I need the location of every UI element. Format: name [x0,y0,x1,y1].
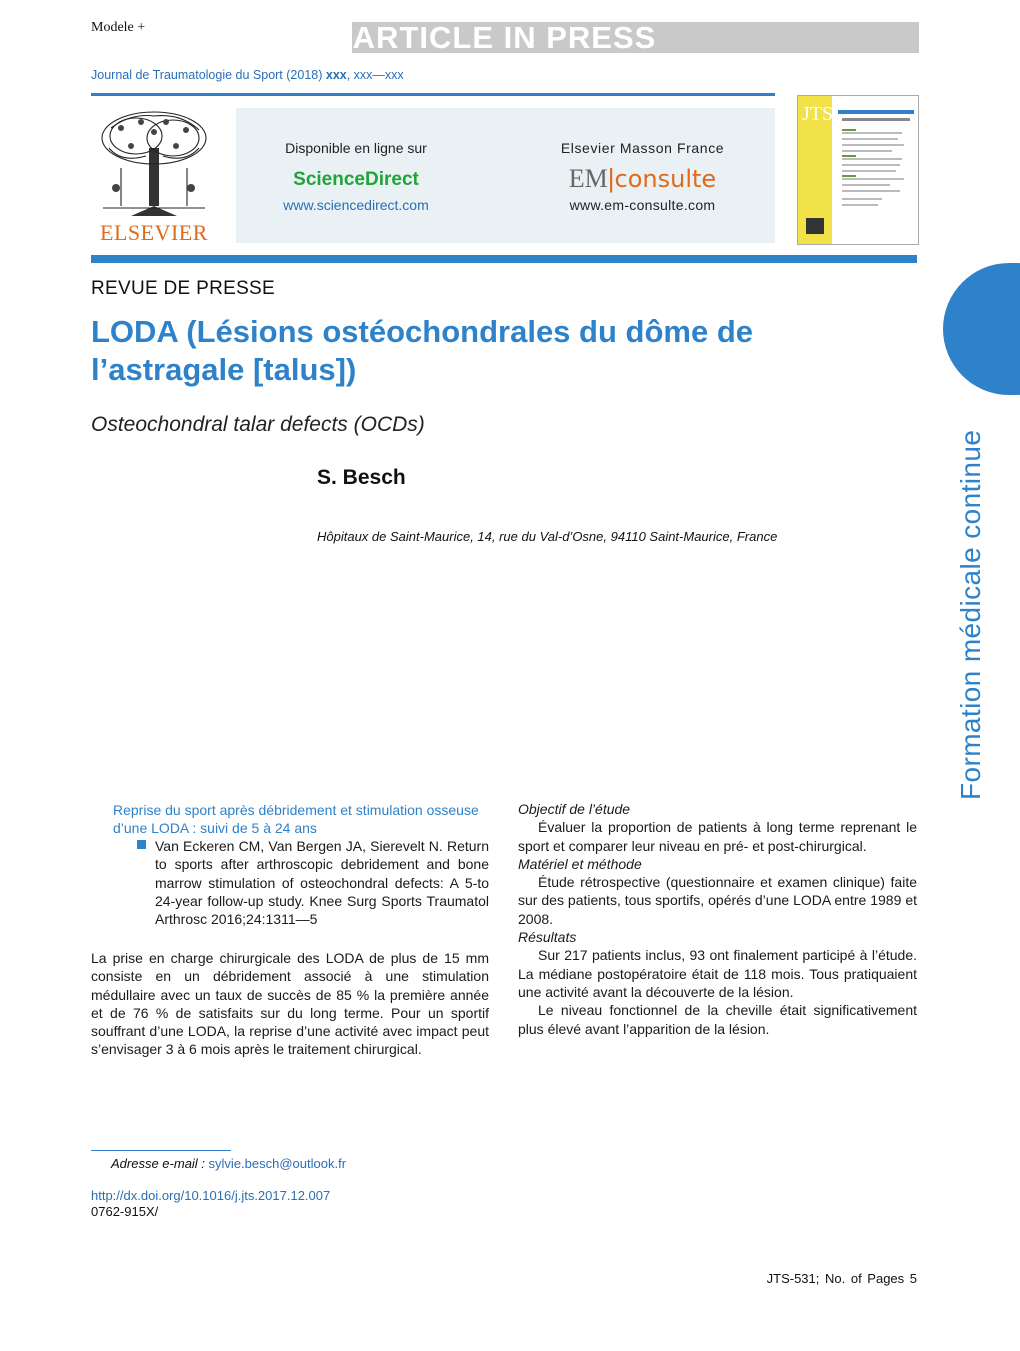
side-section-label: Formation médicale continue [955,429,986,800]
article-in-press-label: ARTICLE IN PRESS [352,20,657,55]
issn: 0762-915X/ [91,1204,159,1219]
em-consulte-logo[interactable]: EM|consulte [568,163,717,193]
em-logo-part: EM [568,164,608,193]
header-rule [91,93,775,96]
model-label: Modele + [91,20,146,35]
journal-citation [91,68,404,82]
email-link[interactable]: sylvie.besch@outlook.fr [208,1156,347,1171]
summary-column [518,800,917,1038]
article-title: LODA (Lésions ostéochondrales du dôme de l’astragale [talus]) [91,314,753,387]
article-id: JTS-531; [766,1271,820,1286]
methods-heading: Matériel et méthode [518,855,642,872]
results-text-2: Le niveau fonctionnel de la cheville était significativement plus élevé avant l’apparition de la lésion. [518,1002,917,1037]
journal-volume: xxx [325,68,347,82]
sciencedirect-logo[interactable]: ScienceDirect [293,169,419,190]
reference-heading: Reprise du sport après débridement et stimulation osseuse d’une LODA : suivi de 5 à 24 ans [113,802,479,836]
reference-citation: Van Eckeren CM, Van Bergen JA, Sierevelt N. Return to sports after arthroscopic debridement and bone marrow stimulation of osteochondral defects: A 5-to 24-year follow-up study. Knee Surg Sports Traumatol Arthrosc 2016;24:1311—5 [155,838,489,928]
available-online-label: Disponible en ligne sur [285,140,427,156]
section-heading: REVUE DE PRESSE [91,278,275,299]
objective-heading: Objectif de l’étude [518,801,631,817]
results-text: Sur 217 patients inclus, 93 ont finalement participé à l’étude. La médiane postopératoire était de 118 mois. Tous pratiquaient une activité avant la découverte de la lésion. [518,947,917,1000]
footnote-rule [91,1150,231,1151]
em-consulte-link[interactable]: www.em-consulte.com [569,197,716,213]
publisher-france-label: Elsevier Masson France [560,140,725,156]
page-count: No. of Pages 5 [825,1271,917,1286]
journal-pages: , xxx—xxx [346,68,404,82]
email-label: Adresse e-mail : [111,1156,205,1171]
methods-text: Étude rétrospective (questionnaire et examen clinique) faite sur des patients, tous sportifs, opérés d’une LODA entre 1989 et 2008. [518,874,917,927]
intro-text: La prise en charge chirurgicale des LODA de plus de 15 mm consiste en un débridement associé à une stimulation médullaire avec un taux de succès de 85 % la première année et de 76 % de satisfaits sur du long terme. Pour un sportif souffrant d’une LODA, la reprise d’une activité avec impact peut s’envisager 3 à 6 mois après le traitement chirurgical. [91,950,489,1058]
sciencedirect-link[interactable]: www.sciencedirect.com [283,197,429,213]
page-info [752,1271,917,1286]
journal-cover-thumbnail [797,95,919,245]
email-footnote [111,1156,346,1171]
author-name: S. Besch [317,466,406,489]
elsevier-wordmark: ELSEVIER [100,220,208,245]
consulte-logo-part: consulte [614,165,717,193]
side-tab-marker [943,263,1020,395]
bullet-square-icon [137,840,146,849]
svg-text:JTS: JTS [802,103,834,125]
intro-paragraph [91,949,489,1059]
header-band-rule [91,255,917,263]
results-heading: Résultats [518,929,577,946]
english-title: Osteochondral talar defects (OCDs) [91,413,425,436]
doi-link[interactable]: http://dx.doi.org/10.1016/j.jts.2017.12.007 [91,1188,331,1203]
objective-text: Évaluer la proportion de patients à long terme reprenant le sport et comparer leur niveau en pré- et post-chirurgical. [518,819,917,854]
journal-name: Journal de Traumatologie du Sport (2018) [91,68,323,82]
author-affiliation: Hôpitaux de Saint-Maurice, 14, rue du Val-d’Osne, 94110 Saint-Maurice, France [317,529,778,544]
